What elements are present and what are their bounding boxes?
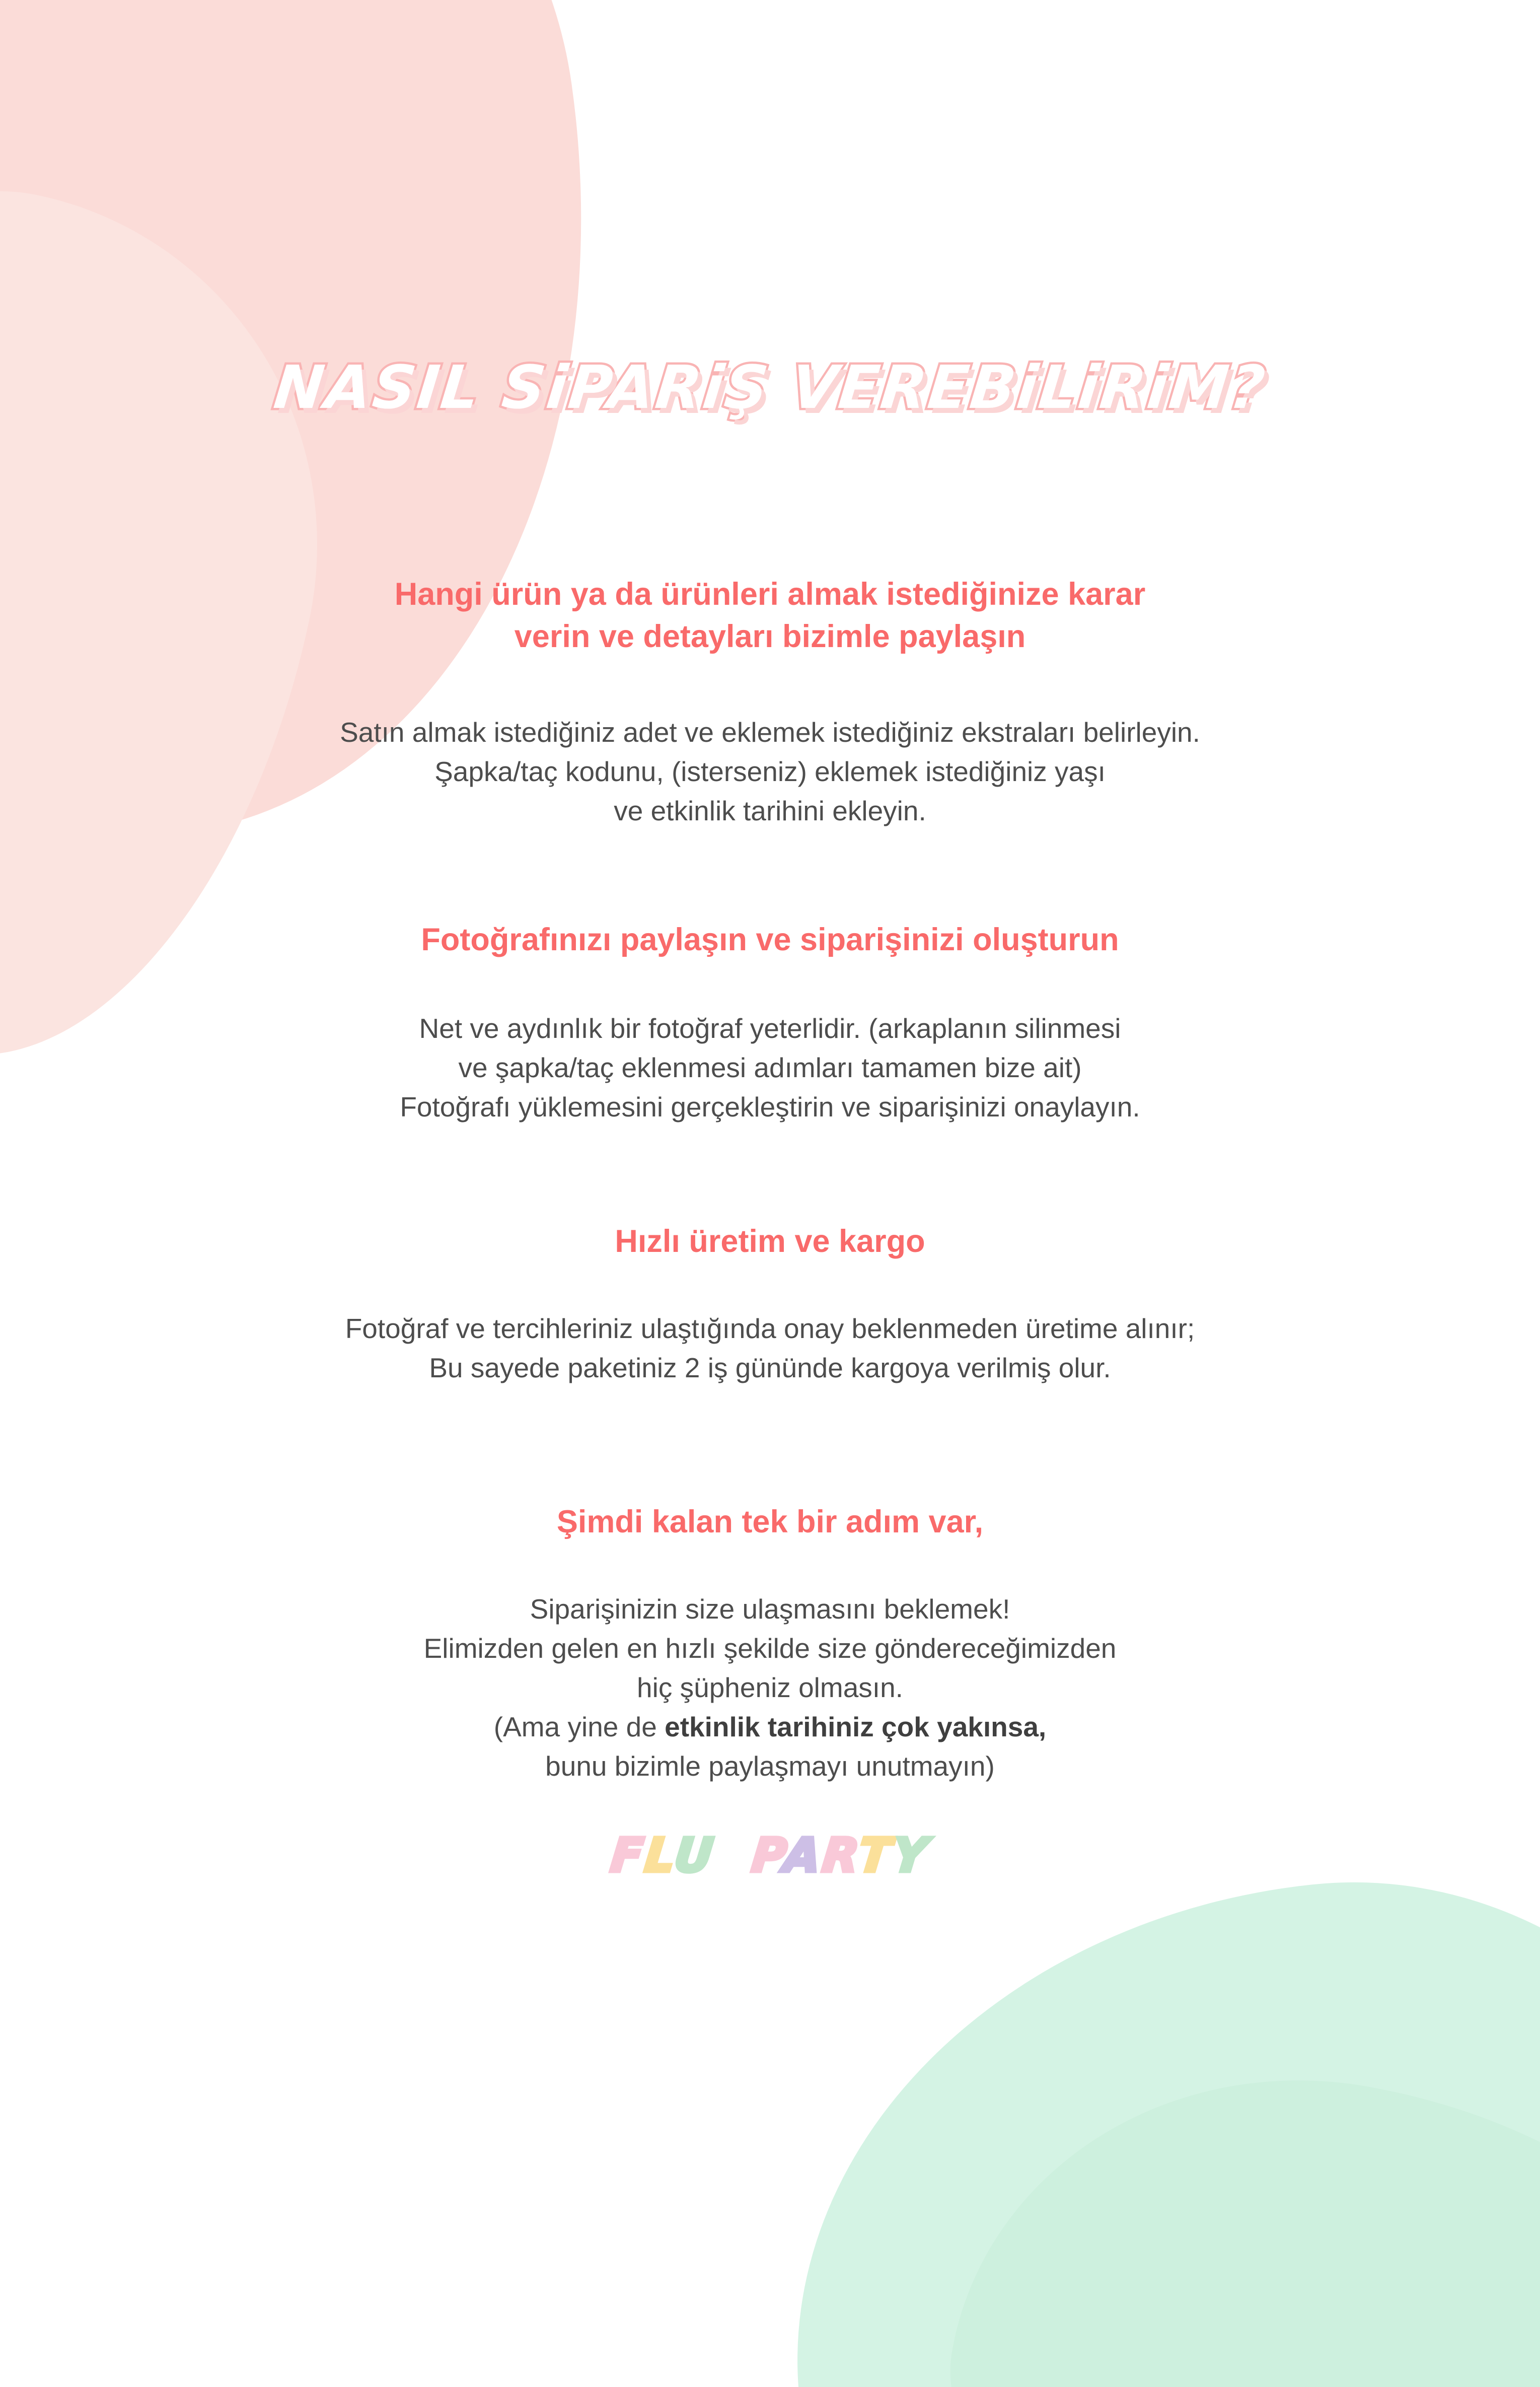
page-title: NASIL SiPARiŞ VEREBiLiRiM? — [270, 353, 1270, 422]
logo-letter-f: F — [608, 1828, 648, 1882]
step-1-heading-line-1: Hangi ürün ya da ürünleri almak istediğinize karar — [394, 577, 1146, 612]
step-section-1 — [141, 573, 1400, 830]
step-section-4 — [141, 1501, 1400, 1786]
step-3-body-line-1: Fotoğraf ve tercihleriniz ulaştığında onay beklenmeden üretime alınır; — [345, 1312, 1195, 1344]
step-4-body-line-1: Siparişinizin size ulaşmasını beklemek! — [530, 1593, 1010, 1625]
step-2-body — [141, 1009, 1400, 1127]
logo-letter-a: A — [781, 1828, 826, 1882]
logo-letter-l: L — [642, 1828, 678, 1882]
step-4-heading: Şimdi kalan tek bir adım var, — [556, 1504, 984, 1539]
logo-letter-y: Y — [890, 1828, 932, 1882]
step-2-body-line-2: ve şapka/taç eklenmesi adımları tamamen bize ait) — [458, 1052, 1082, 1084]
step-section-2 — [141, 919, 1400, 1127]
step-4-body-line-4-prefix: (Ama yine de — [493, 1711, 665, 1743]
step-2-heading: Fotoğrafınızı paylaşın ve siparişinizi oluşturun — [421, 922, 1119, 958]
step-1-body-line-3: ve etkinlik tarihini ekleyin. — [614, 795, 926, 826]
title-container — [0, 353, 1540, 422]
step-4-body-line-4-bold: etkinlik tarihiniz çok yakınsa, — [665, 1711, 1047, 1743]
step-3-body — [141, 1309, 1400, 1387]
step-4-body — [141, 1589, 1400, 1786]
poster-content — [0, 353, 1540, 1882]
logo-letter-t: T — [856, 1828, 896, 1882]
step-2-body-line-1: Net ve aydınlık bir fotoğraf yeterlidir. (arkaplanın silinmesi — [419, 1013, 1121, 1044]
step-4-body-line-2: Elimizden gelen en hızlı şekilde size göndereceğimizden — [423, 1633, 1117, 1664]
step-2-body-line-3: Fotoğrafı yüklemesini gerçekleştirin ve siparişinizi onaylayın. — [400, 1091, 1140, 1123]
step-4-body-line-3: hiç şüpheniz olmasın. — [637, 1672, 903, 1704]
logo-letter-p: P — [749, 1828, 787, 1882]
logo-letter-u: U — [672, 1828, 718, 1882]
step-1-body — [141, 713, 1400, 830]
brand-logo — [0, 1828, 1540, 1882]
step-4-body-line-5: bunu bizimle paylaşmayı unutmayın) — [545, 1750, 995, 1782]
step-1-heading — [141, 573, 1400, 658]
step-3-heading: Hızlı üretim ve kargo — [615, 1223, 925, 1259]
step-1-body-line-2: Şapka/taç kodunu, (isterseniz) eklemek istediğiniz yaşı — [434, 755, 1106, 787]
logo-letter-r: R — [820, 1828, 862, 1882]
step-3-body-line-2: Bu sayede paketiniz 2 iş gününde kargoya verilmiş olur. — [429, 1352, 1111, 1383]
step-1-body-line-1: Satın almak istediğiniz adet ve eklemek istediğiniz ekstraları belirleyin. — [340, 716, 1200, 748]
step-section-3 — [141, 1221, 1400, 1387]
step-1-heading-line-2: verin ve detayları bizimle paylaşın — [514, 619, 1026, 655]
